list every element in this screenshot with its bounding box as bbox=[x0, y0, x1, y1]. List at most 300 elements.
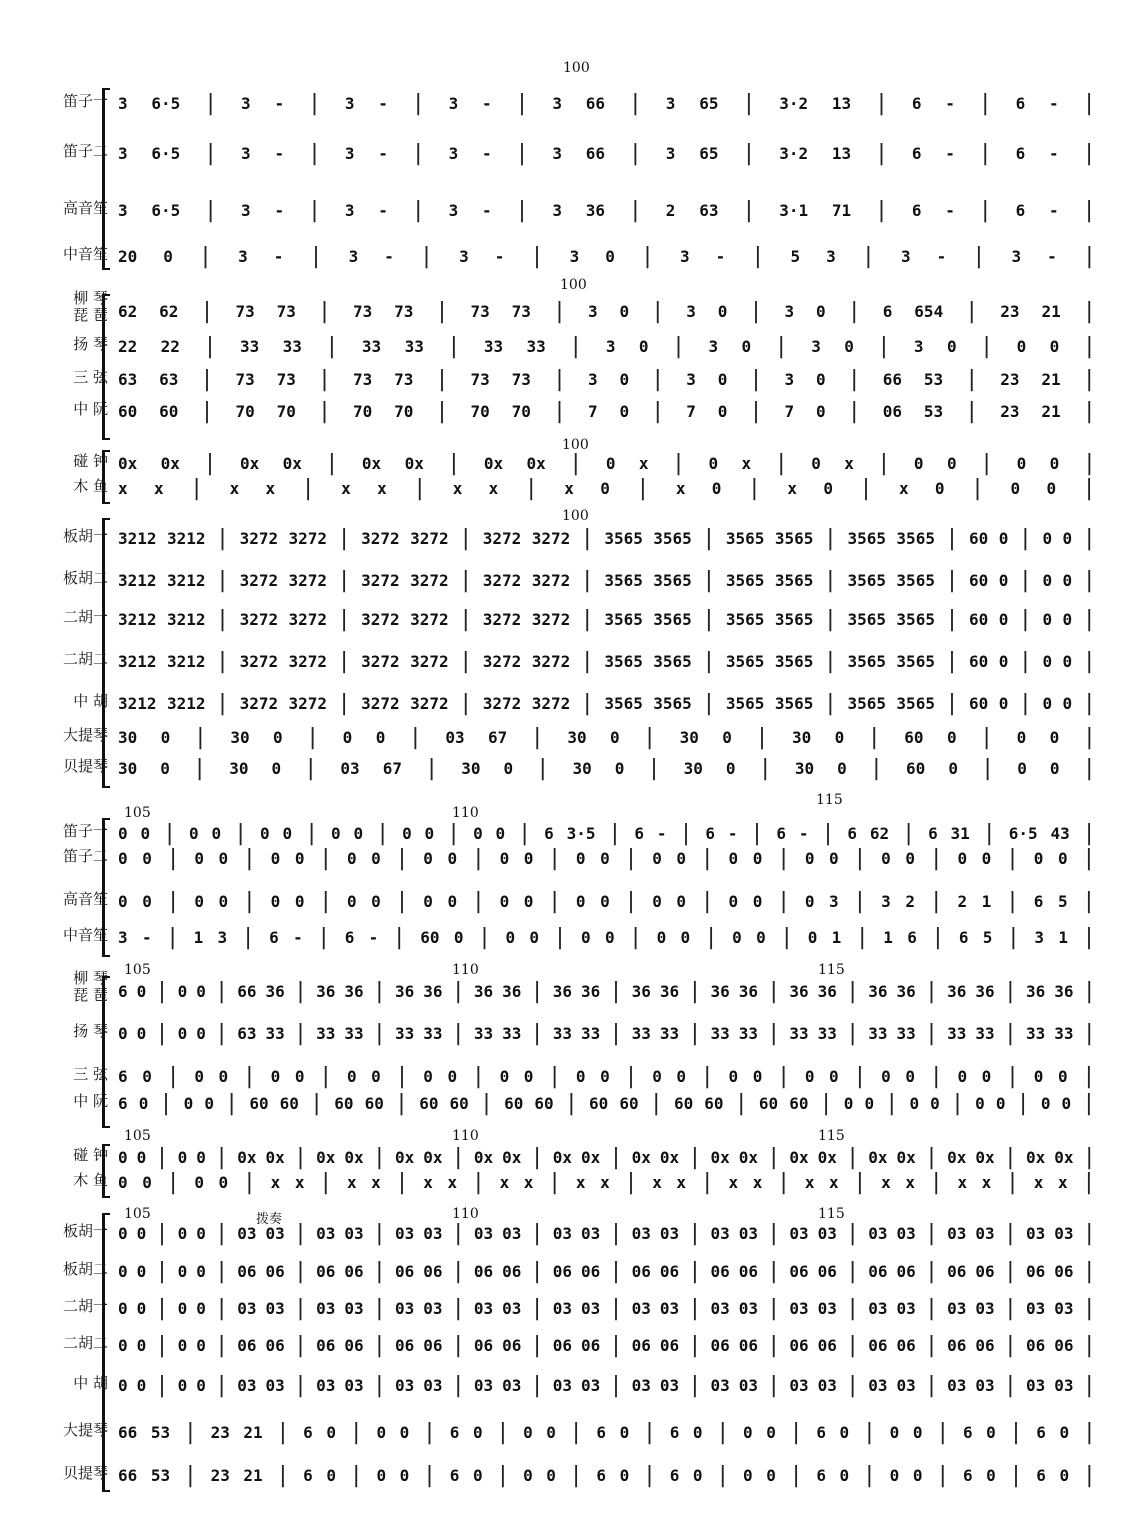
barline: | bbox=[569, 1419, 583, 1445]
barline: | bbox=[609, 1372, 623, 1398]
note: 0 bbox=[1062, 528, 1073, 548]
barline: | bbox=[192, 755, 207, 781]
note: 6 bbox=[303, 1465, 313, 1485]
note: 03 bbox=[975, 1375, 995, 1395]
note: x bbox=[229, 478, 240, 498]
barline: | bbox=[789, 1419, 803, 1445]
barline: | bbox=[845, 978, 860, 1004]
staff-row bbox=[40, 886, 1100, 916]
note: 0 bbox=[804, 1066, 815, 1086]
instrument-label: 中音笙 bbox=[62, 245, 108, 263]
note: 36 bbox=[502, 981, 522, 1001]
note: 0 bbox=[1057, 1066, 1068, 1086]
note: 53 bbox=[923, 401, 944, 421]
barline: | bbox=[767, 1372, 781, 1398]
note: - bbox=[1047, 246, 1057, 266]
note: 06 bbox=[344, 1261, 364, 1281]
note: 0x bbox=[316, 1147, 336, 1167]
barline: | bbox=[1018, 567, 1033, 593]
barline: | bbox=[233, 820, 248, 846]
note: 3565 bbox=[725, 693, 765, 713]
barline: | bbox=[945, 690, 959, 716]
note: 6 bbox=[449, 1422, 460, 1442]
barline: | bbox=[609, 1295, 623, 1321]
note: 0 bbox=[118, 1261, 128, 1281]
note: 6 bbox=[1015, 93, 1026, 113]
barline: | bbox=[862, 1419, 877, 1445]
note: 33 bbox=[344, 1023, 364, 1043]
note: 3565 bbox=[604, 609, 643, 629]
note: 33 bbox=[581, 1023, 601, 1043]
barline: | bbox=[845, 1332, 860, 1358]
barline: | bbox=[877, 450, 891, 476]
barline: | bbox=[924, 1372, 939, 1398]
note: 06 bbox=[896, 1261, 916, 1281]
note: 06 bbox=[659, 1335, 680, 1355]
barline: | bbox=[749, 298, 763, 324]
barline: | bbox=[293, 1144, 308, 1170]
barline: | bbox=[1082, 1462, 1096, 1488]
note: 3 bbox=[238, 246, 248, 266]
note: 3565 bbox=[653, 693, 692, 713]
note: 06 bbox=[316, 1335, 336, 1355]
barline: | bbox=[159, 1090, 173, 1116]
note: 03 bbox=[896, 1375, 916, 1395]
barline: | bbox=[845, 1295, 860, 1321]
note: 3212 bbox=[166, 651, 206, 671]
note: 3272 bbox=[288, 651, 328, 671]
note: 6 bbox=[882, 301, 893, 321]
note: x bbox=[752, 1172, 763, 1192]
barline: | bbox=[214, 1258, 229, 1284]
note: 6 bbox=[911, 200, 922, 220]
note: 06 bbox=[552, 1335, 573, 1355]
barline: | bbox=[424, 755, 439, 781]
note: 0 bbox=[118, 823, 128, 843]
note: 0x bbox=[710, 1147, 730, 1167]
note: 3565 bbox=[725, 570, 765, 590]
note: 0 bbox=[1042, 609, 1053, 629]
note: 22 bbox=[160, 336, 180, 356]
barline: | bbox=[767, 1258, 781, 1284]
note: 06 bbox=[581, 1261, 601, 1281]
note: 3565 bbox=[725, 528, 765, 548]
note: 03 bbox=[581, 1375, 601, 1395]
barline: | bbox=[767, 1220, 781, 1246]
note: 03 bbox=[316, 1375, 336, 1395]
barline: | bbox=[337, 567, 351, 593]
note: 3 bbox=[118, 143, 128, 163]
note: 0 bbox=[708, 453, 719, 473]
note: 63 bbox=[159, 369, 179, 389]
note: 0 bbox=[118, 848, 128, 868]
note: 36 bbox=[344, 981, 364, 1001]
barline: | bbox=[874, 90, 889, 116]
barline: | bbox=[945, 525, 959, 551]
barline: | bbox=[688, 978, 702, 1004]
barline: | bbox=[293, 1020, 308, 1046]
barline: | bbox=[447, 333, 461, 359]
note: x bbox=[981, 1172, 992, 1192]
staff-row bbox=[40, 1460, 1100, 1490]
barline: | bbox=[471, 1169, 485, 1195]
note: x bbox=[600, 1172, 610, 1192]
barline: | bbox=[624, 1063, 638, 1089]
note: 36 bbox=[552, 981, 573, 1001]
note: 0 bbox=[523, 891, 534, 911]
barline: | bbox=[293, 1332, 308, 1358]
note: 3272 bbox=[410, 609, 449, 629]
note: 3·5 bbox=[566, 823, 596, 843]
barline: | bbox=[628, 90, 643, 116]
note: x bbox=[423, 1172, 433, 1192]
note: x bbox=[741, 453, 752, 473]
note: 36 bbox=[896, 981, 916, 1001]
note: 0 bbox=[1049, 453, 1060, 473]
note: 36 bbox=[738, 981, 759, 1001]
barline: | bbox=[530, 1258, 544, 1284]
note: 0 bbox=[864, 1093, 875, 1113]
barline: | bbox=[758, 755, 772, 781]
instrument-label: 二胡一 bbox=[62, 608, 108, 626]
note: 3 bbox=[344, 143, 355, 163]
note: 0 bbox=[652, 848, 662, 868]
note: 0 bbox=[447, 848, 458, 868]
note: 06 bbox=[423, 1261, 443, 1281]
note: 3 bbox=[686, 369, 696, 389]
barline: | bbox=[936, 1419, 950, 1445]
barline: | bbox=[929, 1169, 943, 1195]
note: - bbox=[798, 823, 809, 843]
barline: | bbox=[459, 648, 473, 674]
barline: | bbox=[978, 140, 992, 166]
note: - bbox=[141, 927, 152, 947]
note: 3565 bbox=[774, 693, 814, 713]
note: 73 bbox=[511, 369, 531, 389]
barline: | bbox=[372, 1258, 386, 1284]
note: 3 bbox=[680, 246, 690, 266]
note: 33 bbox=[868, 1023, 888, 1043]
note: - bbox=[384, 246, 394, 266]
note: 3272 bbox=[239, 528, 279, 548]
note: 0x bbox=[361, 453, 382, 473]
barline: | bbox=[395, 888, 409, 914]
barline: | bbox=[214, 1020, 229, 1046]
note: 0 bbox=[1040, 1093, 1051, 1113]
note: 0 bbox=[741, 336, 752, 356]
note: 0 bbox=[1042, 651, 1053, 671]
note: 6 bbox=[907, 927, 917, 947]
note: 60 bbox=[589, 1093, 609, 1113]
barline: | bbox=[979, 333, 994, 359]
note: 0 bbox=[1062, 609, 1073, 629]
note: 0 bbox=[905, 848, 915, 868]
barline: | bbox=[1005, 888, 1020, 914]
note: 0 bbox=[722, 727, 732, 747]
barline: | bbox=[317, 298, 332, 324]
note: 0 bbox=[294, 891, 305, 911]
barline: | bbox=[609, 1258, 623, 1284]
barline: | bbox=[319, 1169, 333, 1195]
note: 0 bbox=[294, 1066, 305, 1086]
barline: | bbox=[293, 1295, 308, 1321]
barline: | bbox=[750, 820, 764, 846]
note: 0 bbox=[118, 891, 128, 911]
note: 0 bbox=[136, 1375, 147, 1395]
note: - bbox=[1049, 143, 1059, 163]
note: 0 bbox=[183, 1093, 194, 1113]
note: 23 bbox=[1000, 301, 1020, 321]
barline: | bbox=[225, 1090, 239, 1116]
note: 3212 bbox=[166, 693, 206, 713]
note: 0x bbox=[1054, 1147, 1074, 1167]
note: 03 bbox=[581, 1298, 601, 1318]
barline: | bbox=[166, 845, 180, 871]
barline: | bbox=[862, 1462, 877, 1488]
barline: | bbox=[569, 450, 583, 476]
barline: | bbox=[214, 1332, 229, 1358]
barline: | bbox=[1082, 820, 1096, 846]
note: 43 bbox=[1050, 823, 1070, 843]
barline: | bbox=[215, 648, 230, 674]
note: 0x bbox=[282, 453, 302, 473]
note: 0x bbox=[1026, 1147, 1046, 1167]
barline: | bbox=[477, 924, 492, 950]
barline: | bbox=[435, 298, 449, 324]
note: 03 bbox=[1054, 1298, 1074, 1318]
note: 3 bbox=[901, 246, 911, 266]
note: 0 bbox=[605, 453, 616, 473]
barline: | bbox=[716, 1419, 730, 1445]
note: 3272 bbox=[410, 693, 449, 713]
note: 3272 bbox=[361, 570, 400, 590]
note: 03 bbox=[1026, 1223, 1046, 1243]
note: 3272 bbox=[288, 528, 328, 548]
note: 0x bbox=[659, 1147, 680, 1167]
note: 21 bbox=[243, 1422, 263, 1442]
note: 33 bbox=[817, 1023, 837, 1043]
note: 3212 bbox=[166, 528, 206, 548]
note: 23 bbox=[210, 1422, 230, 1442]
note: x bbox=[804, 1172, 815, 1192]
note: 3272 bbox=[531, 609, 571, 629]
note: 0 bbox=[118, 1223, 128, 1243]
note: 0 bbox=[196, 1261, 206, 1281]
notation-line bbox=[118, 1167, 1096, 1197]
barline: | bbox=[749, 366, 763, 392]
barline: | bbox=[451, 1295, 465, 1321]
barline: | bbox=[317, 398, 332, 424]
barline: | bbox=[924, 1258, 939, 1284]
barline: | bbox=[979, 724, 994, 750]
note: 3272 bbox=[531, 693, 571, 713]
note: x bbox=[638, 453, 649, 473]
note: 36 bbox=[947, 981, 967, 1001]
note: 6 bbox=[118, 1093, 128, 1113]
note: 03 bbox=[423, 1298, 443, 1318]
note: 3 bbox=[552, 143, 563, 163]
barline: | bbox=[853, 845, 867, 871]
barline: | bbox=[640, 243, 655, 269]
note: 70 bbox=[394, 401, 414, 421]
note: 60 bbox=[118, 401, 138, 421]
note: 03 bbox=[631, 1375, 651, 1395]
barline: | bbox=[1003, 1295, 1017, 1321]
barline: | bbox=[496, 1419, 510, 1445]
note: - bbox=[945, 200, 955, 220]
note: 6 bbox=[962, 1465, 973, 1485]
barline: | bbox=[767, 978, 781, 1004]
notation-line bbox=[118, 565, 1096, 595]
instrument-label: 碰 钟 bbox=[73, 1146, 108, 1164]
barline: | bbox=[307, 90, 322, 116]
note: - bbox=[715, 246, 726, 266]
barline: | bbox=[1082, 298, 1096, 324]
barline: | bbox=[624, 888, 638, 914]
note: 30 bbox=[572, 758, 592, 778]
note: x bbox=[447, 1172, 458, 1192]
barline: | bbox=[845, 1220, 860, 1246]
note: 06 bbox=[975, 1335, 995, 1355]
note: 6 bbox=[911, 93, 922, 113]
note: 3565 bbox=[847, 693, 886, 713]
measure-number: 105 bbox=[124, 1128, 151, 1144]
note: 3565 bbox=[604, 693, 643, 713]
note: 62 bbox=[118, 301, 138, 321]
note: 06 bbox=[710, 1335, 730, 1355]
note: 0 bbox=[196, 1223, 206, 1243]
measure-number: 115 bbox=[818, 1206, 845, 1222]
note: 0 bbox=[118, 1023, 128, 1043]
note: 0 bbox=[728, 848, 739, 868]
note: 3 bbox=[344, 93, 355, 113]
note: 03 bbox=[265, 1375, 285, 1395]
note: 0 bbox=[717, 369, 728, 389]
note: 60 bbox=[704, 1093, 724, 1113]
barline: | bbox=[435, 398, 449, 424]
note: 0 bbox=[177, 1147, 188, 1167]
notation-line bbox=[118, 886, 1096, 916]
barline: | bbox=[869, 755, 884, 781]
note: 0 bbox=[1049, 336, 1060, 356]
note: 3 bbox=[784, 301, 795, 321]
notation-line bbox=[118, 1460, 1096, 1490]
note: 0 bbox=[1033, 848, 1044, 868]
barline: | bbox=[1003, 1220, 1017, 1246]
note: 0 bbox=[913, 453, 924, 473]
barline: | bbox=[609, 978, 623, 1004]
instrument-label: 二胡一 bbox=[62, 1297, 108, 1315]
note: 0 bbox=[399, 1422, 410, 1442]
barline: | bbox=[874, 140, 889, 166]
note: 5 bbox=[982, 927, 993, 947]
note: 3565 bbox=[847, 609, 886, 629]
barline: | bbox=[1082, 1090, 1096, 1116]
note: 33 bbox=[473, 1023, 494, 1043]
barline: | bbox=[1082, 140, 1096, 166]
note: 3565 bbox=[774, 609, 814, 629]
instrument-label: 板胡二 bbox=[62, 1260, 108, 1278]
note: 0 bbox=[424, 823, 435, 843]
barline: | bbox=[1082, 1144, 1096, 1170]
instrument-label: 高音笙 bbox=[62, 199, 108, 217]
barline: | bbox=[742, 140, 756, 166]
note: 6 bbox=[344, 927, 355, 947]
note: 60 bbox=[758, 1093, 779, 1113]
note: 0 bbox=[326, 1465, 336, 1485]
notation-line bbox=[118, 296, 1096, 326]
note: 0 bbox=[575, 1066, 586, 1086]
note: 36 bbox=[789, 981, 809, 1001]
note: 0 bbox=[807, 927, 818, 947]
note: 30 bbox=[683, 758, 703, 778]
note: 3212 bbox=[166, 570, 206, 590]
note: 03 bbox=[344, 1375, 364, 1395]
note: 0 bbox=[1016, 336, 1027, 356]
note: 0 bbox=[816, 301, 826, 321]
note: 0 bbox=[948, 758, 958, 778]
barline: | bbox=[435, 366, 449, 392]
note: x bbox=[452, 478, 463, 498]
note: 30 bbox=[461, 758, 481, 778]
note: 0 bbox=[656, 927, 667, 947]
barline: | bbox=[608, 820, 622, 846]
staff-row bbox=[40, 1018, 1100, 1048]
note: 3272 bbox=[361, 693, 400, 713]
barline: | bbox=[307, 197, 322, 223]
note: 0 bbox=[546, 1422, 556, 1442]
note: x bbox=[377, 478, 387, 498]
note: - bbox=[378, 143, 388, 163]
note: 0 bbox=[575, 848, 586, 868]
note: 03 bbox=[817, 1298, 837, 1318]
note: 0 bbox=[581, 927, 591, 947]
note: 6 bbox=[1033, 891, 1044, 911]
barline: | bbox=[1082, 648, 1096, 674]
note: 0x bbox=[423, 1147, 443, 1167]
note: 6 bbox=[911, 143, 922, 163]
barline: | bbox=[337, 648, 351, 674]
note: 36 bbox=[423, 981, 443, 1001]
note: 6·5 bbox=[151, 93, 181, 113]
note: 06 bbox=[789, 1335, 809, 1355]
note: 0 bbox=[194, 848, 204, 868]
note: 03 bbox=[552, 1298, 573, 1318]
note: - bbox=[945, 143, 955, 163]
note: 0 bbox=[136, 1261, 147, 1281]
note: 3 bbox=[708, 336, 719, 356]
note: 73 bbox=[235, 369, 255, 389]
instrument-label: 贝提琴 bbox=[62, 757, 108, 775]
note: 0 bbox=[546, 1465, 556, 1485]
barline: | bbox=[580, 690, 594, 716]
note: 3212 bbox=[166, 609, 206, 629]
barline: | bbox=[965, 366, 979, 392]
note: 3272 bbox=[239, 693, 279, 713]
note: 3 bbox=[605, 336, 616, 356]
note: 33 bbox=[896, 1023, 916, 1043]
note: 6 bbox=[1036, 1465, 1046, 1485]
note: 13 bbox=[831, 143, 852, 163]
note: 3565 bbox=[847, 528, 886, 548]
note: 0 bbox=[270, 848, 281, 868]
note: x bbox=[371, 1172, 381, 1192]
barline: | bbox=[1082, 398, 1096, 424]
note: 33 bbox=[947, 1023, 967, 1043]
note: 0 bbox=[752, 848, 763, 868]
note: 60 bbox=[969, 528, 989, 548]
note: x bbox=[564, 478, 574, 498]
